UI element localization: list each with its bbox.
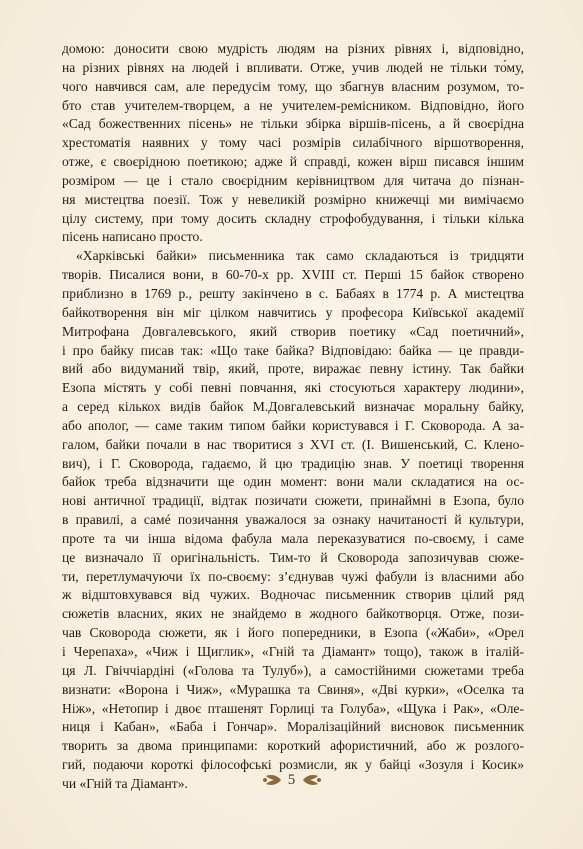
- text-line: домою: доносити свою мудрість людям на різних рівнях і, відповідно,: [62, 41, 524, 56]
- text-line: творів. Писалися вони, в 60-70-х рр. XVIII ст. Перші 15 байок створено: [62, 267, 524, 283]
- text-line: бто став учителем-творцем, а не учителем-ремісником. Відповідно, його: [62, 97, 524, 113]
- text-line: чи «Гній та Діамант».: [62, 775, 188, 791]
- text-line: ж відштовхувався від чужих. Водночас письменник створив цілий ряд: [62, 587, 524, 603]
- text-line: байкотворення він міг цілком навчитись у професора Київської академії: [62, 304, 524, 320]
- text-line: визнати: «Ворона і Чиж», «Мурашка та Свиня», «Дві курки», «Оселка та: [62, 681, 524, 697]
- leaf-ornament-right-icon: [302, 773, 322, 787]
- text-line: Езопа містять у собі певні повчання, які стосуються характеру людини»,: [62, 380, 524, 396]
- text-line: проте та чи інша відома фабула мала переказуватися по-своєму, і саме: [62, 530, 524, 546]
- text-line: Ніж», «Нетопир і двоє пташенят Горлиці та Голуба», «Щука і Рак», «Оле-: [62, 700, 524, 716]
- text-line: це визначало її оригінальність. Тим-то й Сковорода запозичував сюже-: [62, 549, 524, 565]
- text-line: або аполог, — саме таким типом байки користувався і Г. Сковорода. А за-: [62, 417, 524, 433]
- text-line: ця Л. Гвіччіардіні («Голова та Тулуб»), а самостійними сюжетами треба: [62, 662, 524, 678]
- text-line: нові античної традиції, відтак позичати сюжети, принаймні в Езопа, було: [62, 493, 524, 509]
- text-line: цілу систему, при тому досить складну строфобудування, і тільки кілька: [62, 210, 524, 226]
- text-line: вич), і Г. Сковорода, гадаємо, й цю традицію знав. У поетиці творення: [62, 455, 524, 471]
- text-line: отже, є своєрідною поетикою; адже й справді, кожен вірш писався іншим: [62, 154, 524, 170]
- text-line: сюжетів власних, яких не знайдемо в жодного байкотворця. Отже, пози-: [62, 606, 524, 622]
- text-line: гий, подаючи короткі філософські розмисли, як у байці «Зозуля і Косик»: [62, 757, 524, 773]
- text-line: ниця і Кабан», «Баба і Гончар». Моралізаційний висновок письменник: [62, 719, 524, 735]
- text-line: на різних рівнях на людей і впливати. Отже, учив людей не тільки то́му,: [62, 59, 524, 75]
- text-line: ти, перетлумачуючи їх по-своєму: з’єднував чужі фабули із власними або: [62, 568, 524, 584]
- text-line: вий або видуманий твір, який, проте, виражає певну істину. Так байки: [62, 361, 524, 377]
- text-line: ня мистецтва поезії. Тож у невеликій розмірно книжечці ми вимічаємо: [62, 191, 524, 207]
- text-line: пісень написано просто.: [62, 229, 203, 245]
- text-line: чого навчився сам, але передусім тому, що збагнув власним розумом, то-: [62, 78, 524, 94]
- text-line: приблизно в 1769 р., решту закінчено в с. Бабаях в 1774 р. А мистецтва: [62, 285, 524, 301]
- text-line: і про байку писав так: «Що таке байка? Відповідаю: байка — це правди-: [62, 342, 524, 358]
- text-line: розміром — це і стало своєрідним керівництвом для читача до пізнан-: [62, 172, 524, 188]
- text-line: в правилі, а самé позичання уважалося за ознаку начитаності й культури,: [62, 512, 524, 528]
- text-line: і Черепаха», «Чиж і Щиглик», «Гній та Діамант» тощо), також в італій-: [62, 644, 524, 659]
- body-text: [62, 40, 524, 794]
- text-line: а серед кількох видів байок М.Довгалевський визначає моральну байку,: [62, 399, 524, 415]
- paragraph: [62, 40, 524, 247]
- text-line: хрестоматія наявних у тому часі розмірів силабічного віршотворення,: [62, 135, 524, 151]
- text-line: галом, байки почали в нас творитися з XVI ст. (І. Вишенський, С. Кленo-: [62, 436, 524, 452]
- text-line: творить за двома принципами: короткий афористичний, або ж розлого-: [62, 738, 524, 754]
- page-number: 5: [287, 771, 296, 788]
- page-footer: [0, 768, 583, 792]
- leaf-ornament-left-icon: [262, 773, 282, 787]
- text-line: «Сад божественних пісень» не тільки збірка віршів-пісень, а й своєрідна: [62, 116, 524, 132]
- text-line: Митрофана Довгалевського, який створив поетику «Сад поетичний»,: [62, 323, 524, 339]
- text-line: чав Сковорода сюжети, як і його попередники, в Езопа («Жаби», «Орел: [62, 625, 524, 641]
- paragraph: [62, 247, 524, 793]
- text-line: «Харківські байки» письменника так само складаються із тридцяти: [76, 248, 524, 264]
- text-line: байок треба відзначити ще один момент: вони мали складатися на ос-: [62, 474, 524, 490]
